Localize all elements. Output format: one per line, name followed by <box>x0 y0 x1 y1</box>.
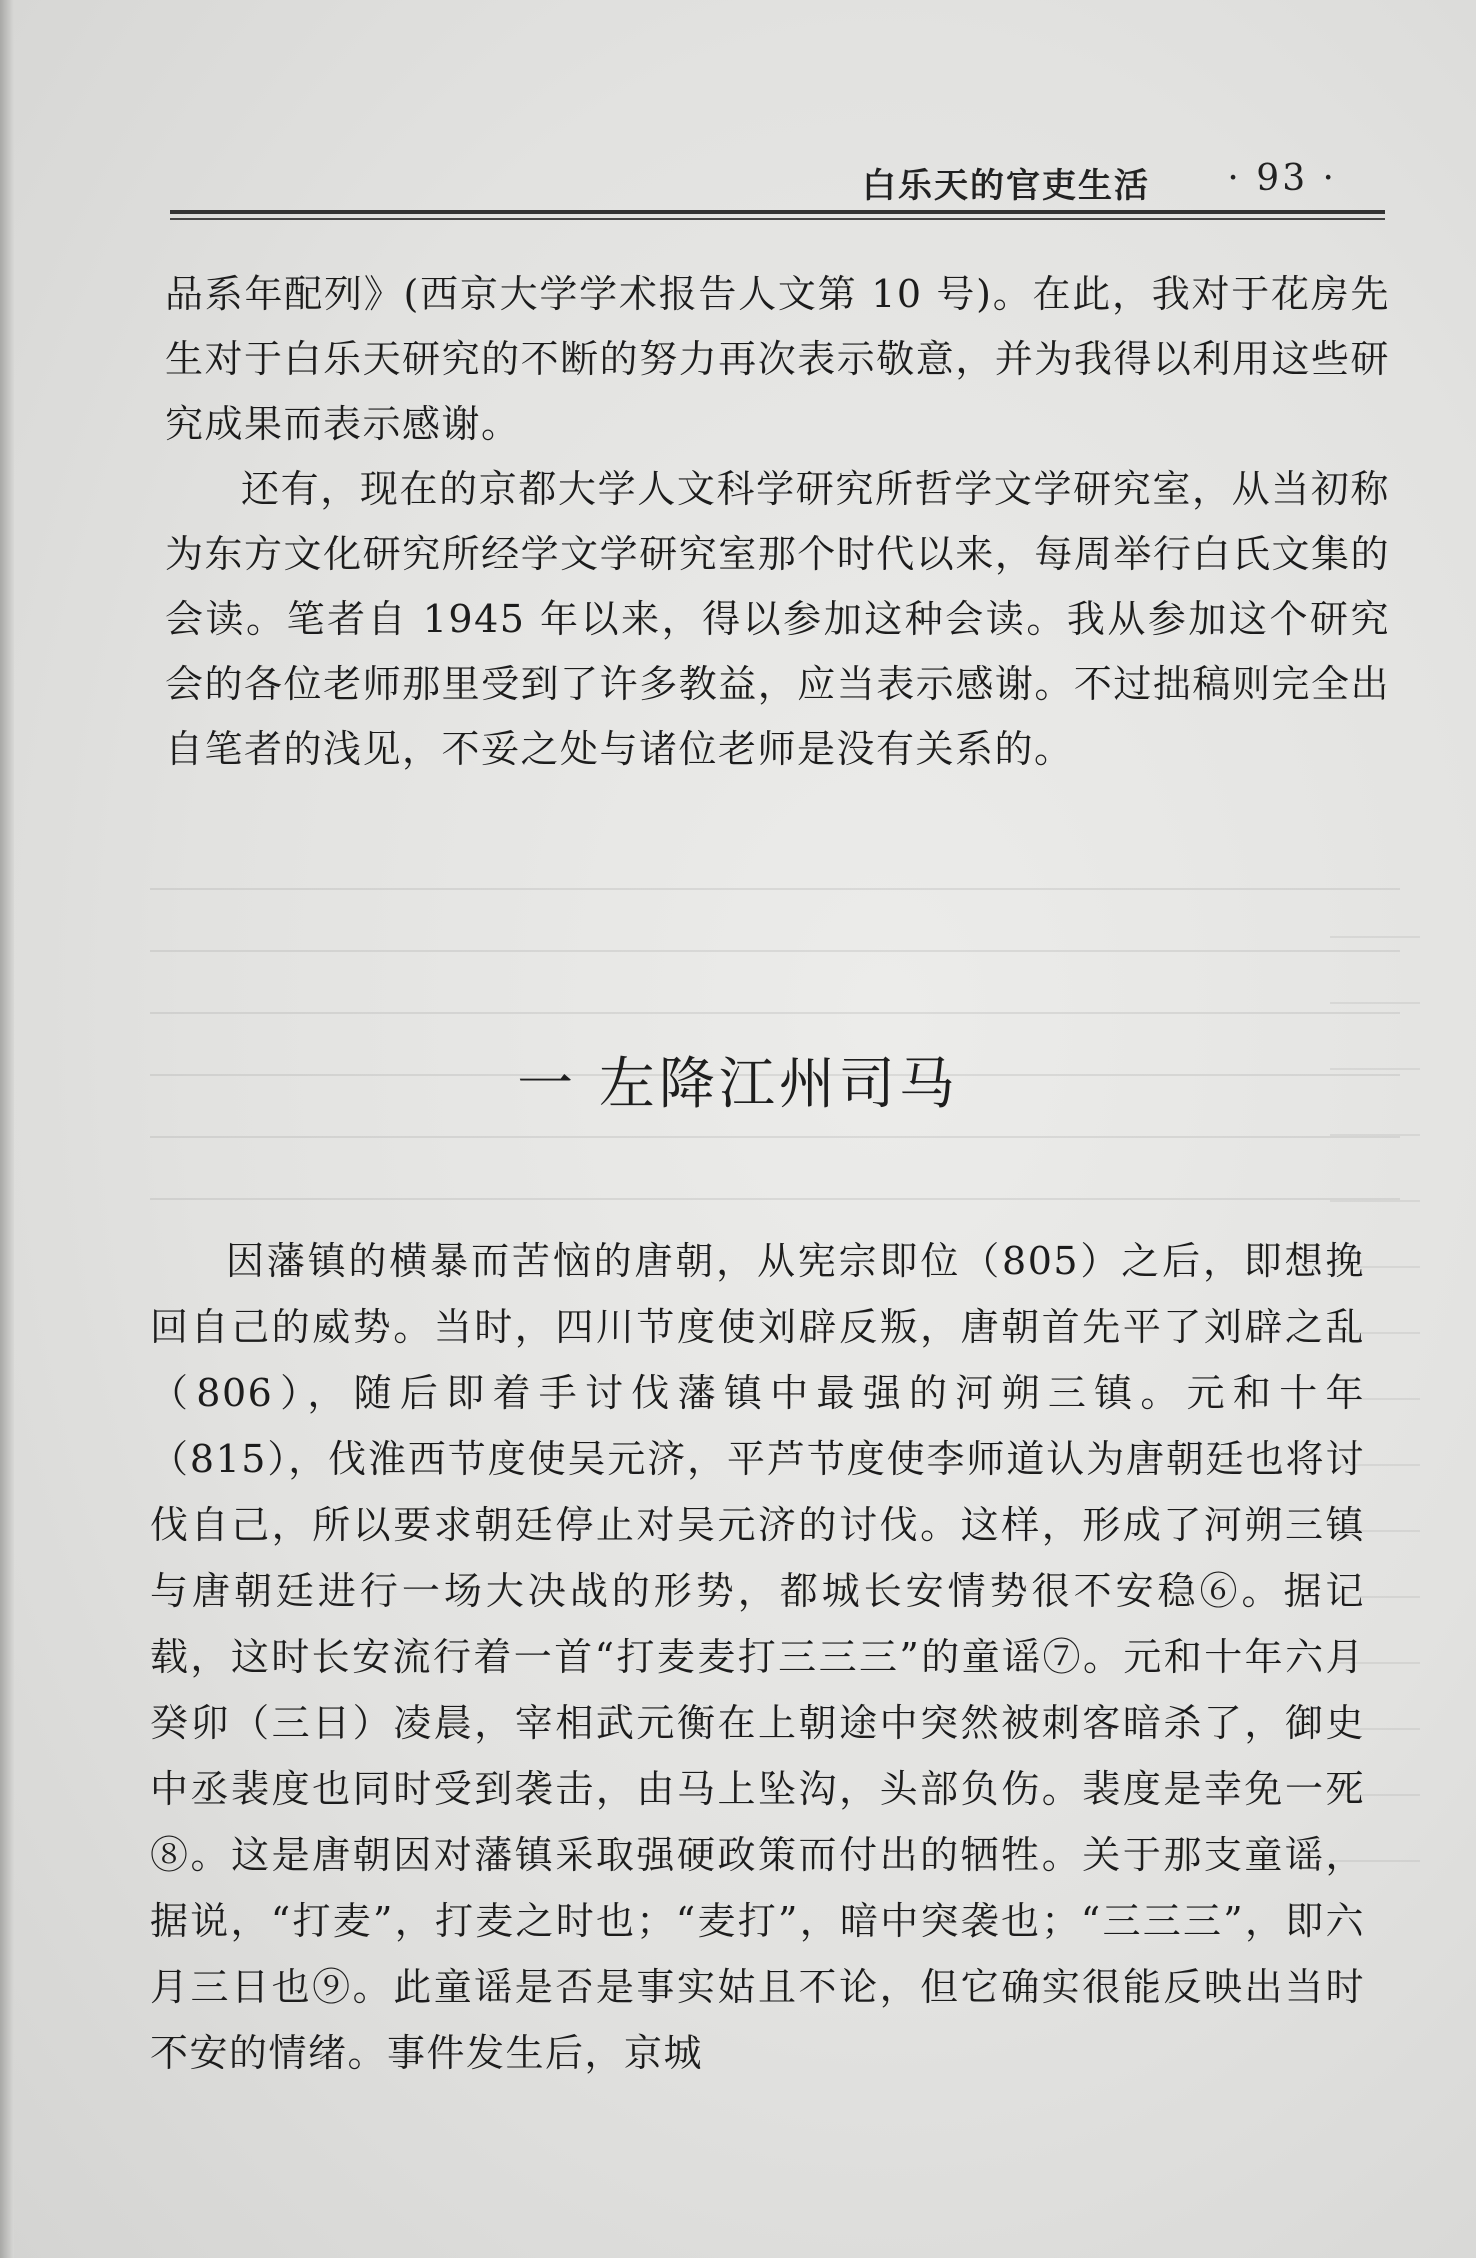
header-rule-thick <box>170 210 1385 214</box>
paragraph-main <box>150 1228 1365 2086</box>
section-heading: 一 左降江州司马 <box>517 1052 959 1117</box>
page-number: · 93 · <box>1227 158 1337 199</box>
paragraph-acknowledgement <box>165 457 1390 782</box>
paragraph-text: 还有，现在的京都大学人文科学研究所哲学文学研究室，从当初称为东方文化研究所经学文学研究室那个时代以来，每周举行白氏文集的会读。笔者自 1945 年以来，得以参加这种会读。我从参加这个研究会的各位老师那里受到了许多教益，应当表示感谢。不过拙稿则完全出自笔者的浅见，不妥之处与诸位老师是没有关系的。 <box>165 467 1390 771</box>
paragraph-text: 品系年配列》(西京大学学术报告人文第 10 号)。在此，我对于花房先生对于白乐天研究的不断的努力再次表示敬意，并为我得以利用这些研究成果而表示感谢。 <box>165 272 1390 446</box>
page-binding-shadow <box>0 0 14 2258</box>
header-rule-thin <box>170 218 1385 220</box>
running-header-title: 白乐天的官吏生活 <box>862 166 1150 206</box>
running-header <box>170 150 1385 210</box>
paragraph-continued <box>165 262 1390 457</box>
paragraph-text: 因藩镇的横暴而苦恼的唐朝，从宪宗即位（805）之后，即想挽回自己的威势。当时，四川节度使刘辟反叛，唐朝首先平了刘辟之乱（806），随后即着手讨伐藩镇中最强的河朔三镇。元和十年（815），伐淮西节度使吴元济，平芦节度使李师道认为唐朝廷也将讨伐自己，所以要求朝廷停止对吴元济的讨伐。这样，形成了河朔三镇与唐朝廷进行一场大决战的形势，都城长安情势很不安稳⑥。据记载，这时长安流行着一首“打麦麦打三三三”的童谣⑦。元和十年六月癸卯（三日）凌晨，宰相武元衡在上朝途中突然被刺客暗杀了，御史中丞裴度也同时受到袭击，由马上坠沟，头部负伤。裴度是幸免一死⑧。这是唐朝因对藩镇采取强硬政策而付出的牺牲。关于那支童谣，据说，“打麦”，打麦之时也；“麦打”，暗中突袭也；“三三三”，即六月三日也⑨。此童谣是否是事实姑且不论，但它确实很能反映出当时不安的情绪。事件发生后，京城 <box>150 1239 1365 2075</box>
